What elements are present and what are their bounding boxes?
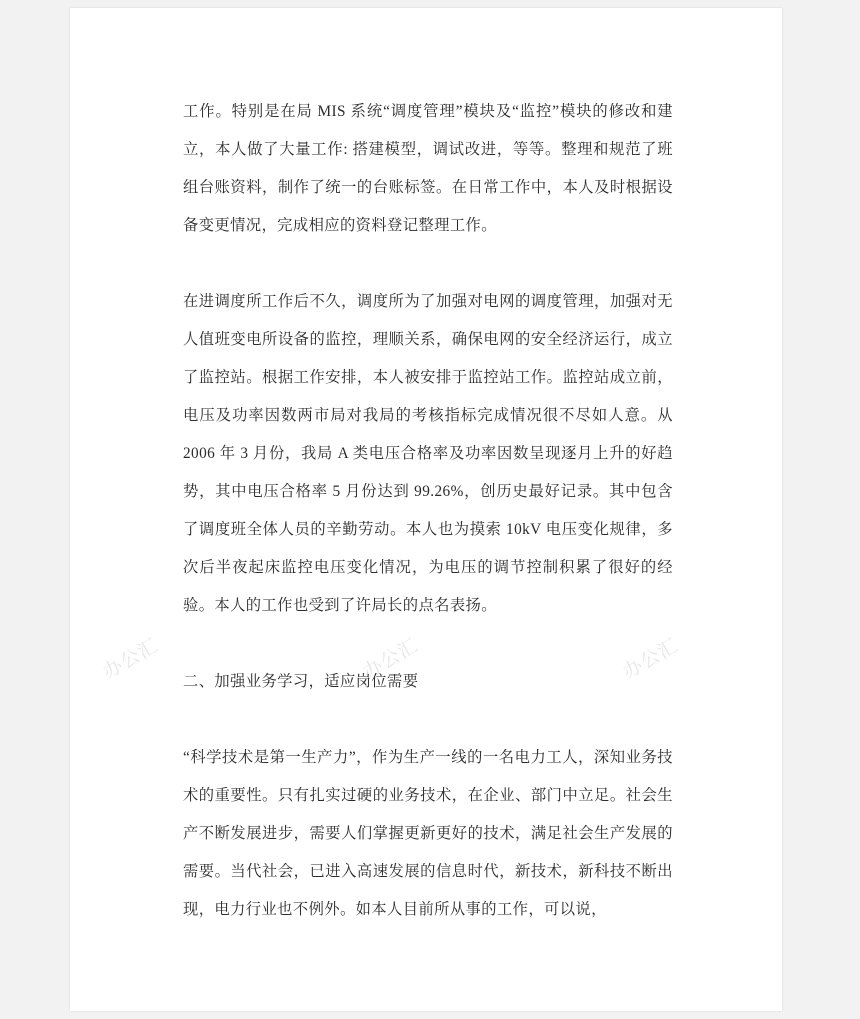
document-text-body (183, 93, 673, 929)
section-heading: 二、加强业务学习，适应岗位需要 (183, 673, 419, 690)
paragraph: 工作。特别是在局 MIS 系统“调度管理”模块及“监控”模块的修改和建立，本人做了大量工作: 搭建模型，调试改进，等等。整理和规范了班组台账资料，制作了统一的台账标签。在日常工作中，本人及时根据设备变更情况，完成相应的资料登记整理工作。 (183, 103, 673, 234)
paragraph: “科学技术是第一生产力”，作为生产一线的一名电力工人，深知业务技术的重要性。只有扎实过硬的业务技术，在企业、部门中立足。社会生产不断发展进步，需要人们掌握更新更好的技术，满足社会生产发展的需要。当代社会，已进入高速发展的信息时代，新技术，新科技不断出现，电力行业也不例外。如本人目前所从事的工作，可以说， (183, 749, 673, 918)
watermark: 办公汇 (359, 635, 423, 684)
document-page (70, 8, 782, 1011)
watermark: 办公汇 (99, 635, 163, 684)
watermark: 办公汇 (619, 635, 683, 684)
paragraph: 在进调度所工作后不久，调度所为了加强对电网的调度管理，加强对无人值班变电所设备的监控，理顺关系，确保电网的安全经济运行，成立了监控站。根据工作安排，本人被安排于监控站工作。监控站成立前，电压及功率因数两市局对我局的考核指标完成情况很不尽如人意。从 2006 年 3 月份，我局 A 类电压合格率及功率因数呈现逐月上升的好趋势，其中电压合格率 5 月份达到 99.26%，创历史最好记录。其中包含了调度班全体人员的辛勤劳动。本人也为摸索 10kV 电压变化规律，多次后半夜起床监控电压变化情况，为电压的调节控制积累了很好的经验。本人的工作也受到了许局长的点名表扬。 (183, 293, 673, 614)
